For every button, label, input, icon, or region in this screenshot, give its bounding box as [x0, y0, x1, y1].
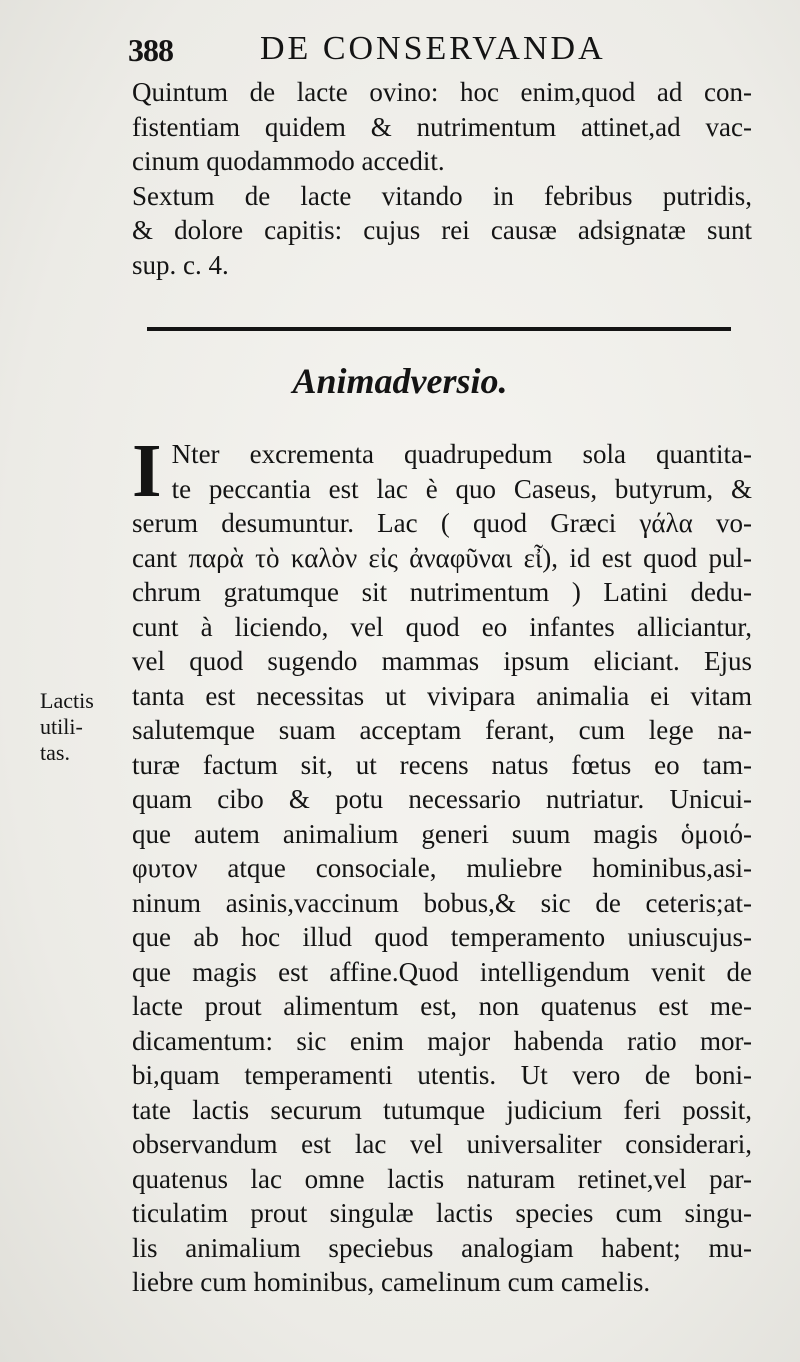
text-line: Sextum de lacte vitando in febribus putridis,	[132, 180, 752, 211]
text-line: que autem animalium generi suum magis ὁμοιό-	[132, 818, 752, 849]
section-divider	[147, 327, 731, 331]
text-line: quatenus lac omne lactis naturam retinet,vel par-	[132, 1163, 752, 1194]
text-line: dicamentum: sic enim major habenda ratio mor-	[132, 1025, 752, 1056]
text-line: observandum est lac vel universaliter considerari,	[132, 1129, 752, 1159]
margin-note	[40, 688, 120, 766]
text-line: ticulatim prout singulæ lactis species cum singu-	[132, 1198, 752, 1228]
text-line: quam cibo & potu necessario nutriatur. Unicui-	[132, 784, 752, 814]
text-line: que ab hoc illud quod temperamento uniuscujus-	[132, 922, 752, 952]
text-line: bi,quam temperamenti utentis. Ut vero de boni-	[132, 1060, 752, 1090]
text-line: te peccantia est lac è quo Caseus, butyrum, &	[171, 473, 752, 504]
text-line: tate lactis securum tutumque judicium feri possit,	[132, 1094, 752, 1125]
text-line: ninum asinis,vaccinum bobus,& sic de ceteris;at-	[132, 887, 752, 918]
running-head: DE CONSERVANDA	[260, 30, 606, 67]
margin-note-line: utili-	[40, 714, 83, 739]
margin-note-line: tas.	[40, 740, 70, 765]
text-line: φυτον atque consociale, muliebre hominibus,asi-	[132, 853, 752, 883]
text-line: que magis est affine.Quod intelligendum venit de	[132, 956, 752, 987]
section-title: Animadversio.	[292, 361, 508, 401]
text-line: salutemque suam acceptam ferant, cum lege na-	[132, 715, 752, 745]
text-line: Nter excrementa quadrupedum sola quantita-	[171, 439, 752, 469]
text-line: vel quod sugendo mammas ipsum eliciant. Ejus	[132, 646, 752, 676]
text-line: cinum quodammodo accedit.	[132, 146, 445, 176]
text-line: cunt à liciendo, vel quod eo infantes alliciantur,	[132, 611, 752, 642]
text-line: Quintum de lacte ovino: hoc enim,quod ad con-	[132, 77, 752, 107]
text-line: lacte prout alimentum est, non quatenus est me-	[132, 991, 752, 1021]
drop-cap: I	[132, 429, 162, 513]
text-line: cant παρὰ τὸ καλὸν εἰς ἀναφῦναι εἶ), id est quod pul-	[132, 542, 752, 573]
body-paragraph	[132, 429, 752, 1300]
page-number: 388	[128, 32, 173, 68]
text-line: chrum gratumque sit nutrimentum ) Latini dedu-	[132, 577, 752, 607]
margin-note-line: Lactis	[40, 688, 94, 713]
text-line: turæ factum sit, ut recens natus fœtus eo tam-	[132, 749, 752, 780]
text-line: fistentiam quidem & nutrimentum attinet,ad vac-	[132, 111, 752, 142]
page-header	[128, 30, 768, 76]
text-line: serum desumuntur. Lac ( quod Græci γάλα vo-	[132, 508, 752, 538]
text-line: liebre cum hominibus, camelinum cum camelis.	[132, 1267, 651, 1297]
text-line: lis animalium speciebus analogiam habent; mu-	[132, 1232, 752, 1263]
intro-paragraphs	[132, 75, 752, 282]
text-line: tanta est necessitas ut vivipara animalia ei vitam	[132, 680, 752, 711]
text-line: & dolore capitis: cujus rei causæ adsignatæ sunt	[132, 215, 752, 245]
text-line: sup. c. 4.	[132, 249, 229, 280]
